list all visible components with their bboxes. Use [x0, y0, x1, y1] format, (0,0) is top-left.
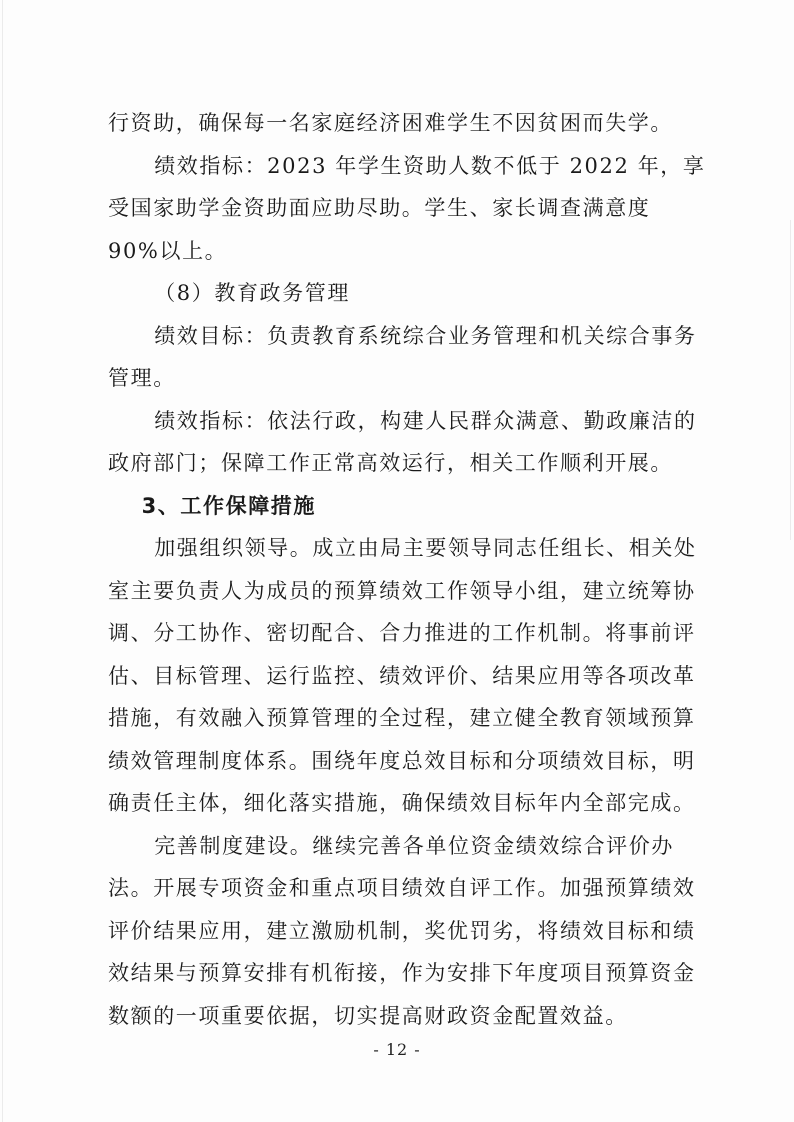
- page-number: - 12 -: [373, 1040, 421, 1059]
- paragraph-1: 行资助，确保每一名家庭经济困难学生不因贫困而失学。: [108, 111, 673, 135]
- body-text: [108, 102, 708, 1037]
- paragraph-2: 绩效指标：2023 年学生资助人数不低于 2022 年，享受国家助学金资助面应助尽助。学生、家长调查满意度 90%以上。: [108, 153, 706, 263]
- paragraph-7: 加强组织领导。成立由局主要领导同志任组长、相关处室主要负责人为成员的预算绩效工作领导小组，建立统筹协调、分工协作、密切配合、合力推进的工作机制。将事前评估、目标管理、运行监控、绩效评价、结果应用等各项改革措施，有效融入预算管理的全过程，建立健全教育领域预算绩效管理制度体系。围绕年度总效目标和分项绩效目标，明确责任主体，细化落实措施，确保绩效目标年内全部完成。: [108, 536, 697, 815]
- section-heading: 3、工作保障措施: [141, 493, 317, 518]
- paragraph-4: 绩效目标：负责教育系统综合业务管理和机关综合事务管理。: [108, 323, 697, 390]
- scan-edge-mark: [790, 220, 791, 540]
- paragraph-5: 绩效指标：依法行政，构建人民群众满意、勤政廉洁的政府部门；保障工作正常高效运行，相关工作顺利开展。: [108, 408, 697, 475]
- paragraph-3-subheading: （8）教育政务管理: [154, 281, 350, 305]
- paragraph-8: 完善制度建设。继续完善各单位资金绩效综合评价办法。开展专项资金和重点项目绩效自评工作。加强预算绩效评价结果应用，建立激励机制，奖优罚劣，将绩效目标和绩效结果与预算安排有机衔接，作为安排下年度项目预算资金数额的一项重要依据，切实提高财政资金配置效益。: [108, 833, 696, 1028]
- scan-edge-mark: [2, 0, 3, 1122]
